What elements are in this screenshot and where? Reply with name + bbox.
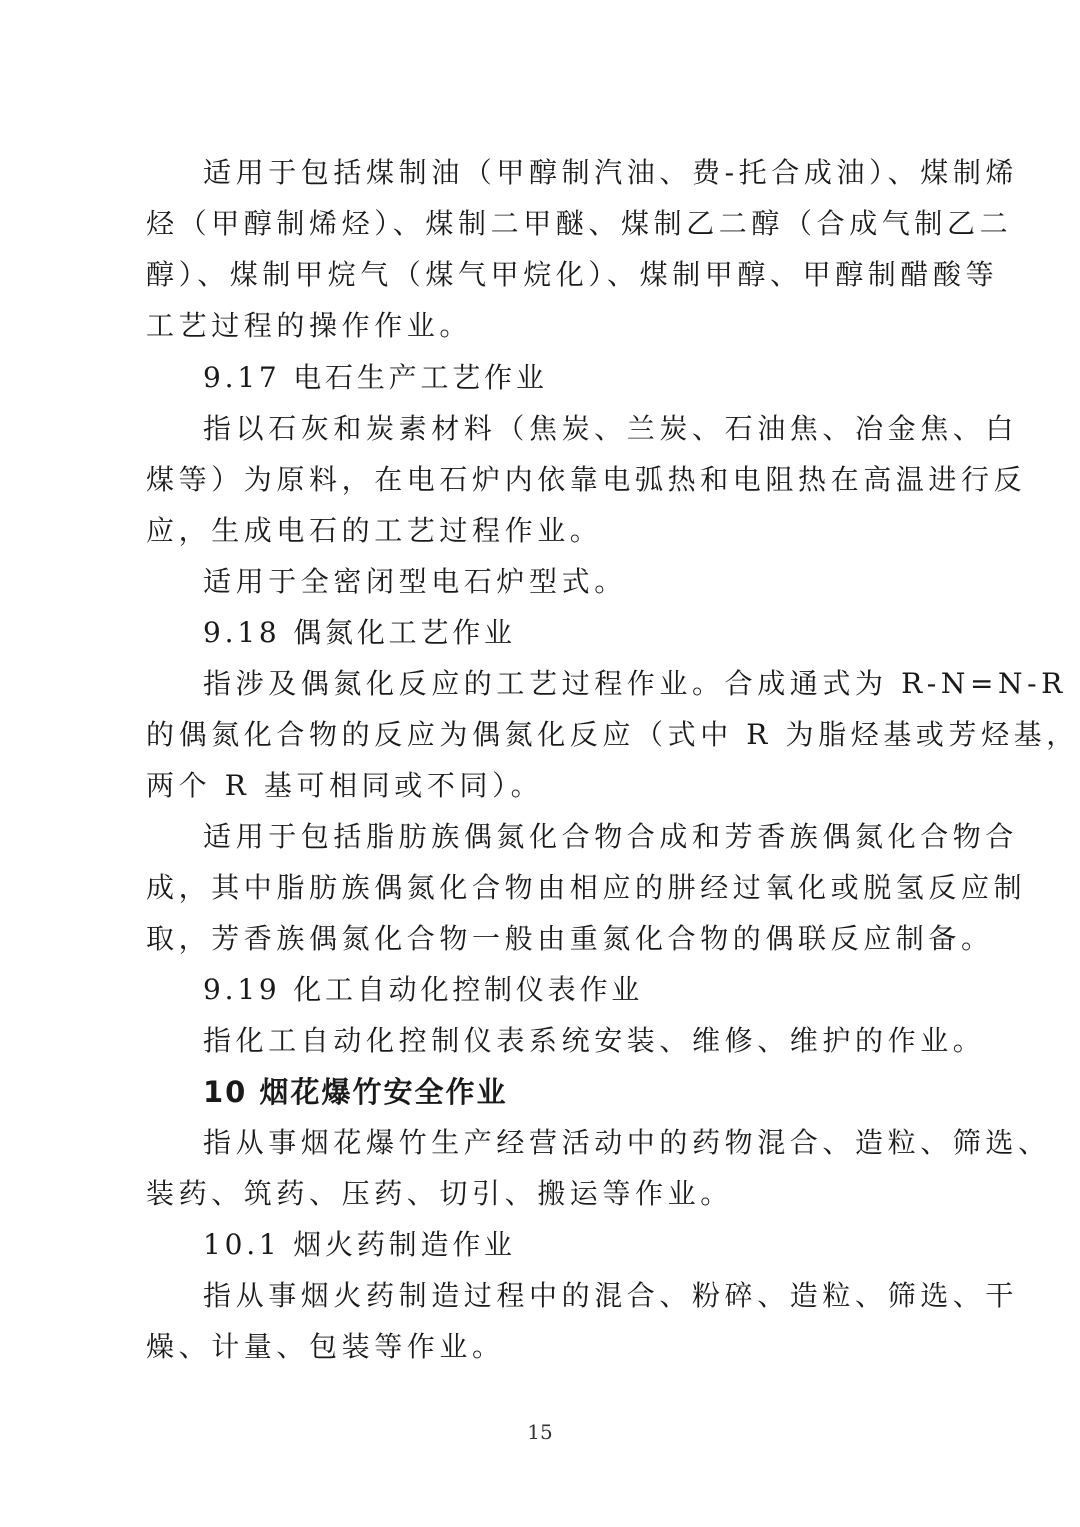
page-number: 15 [527, 1420, 553, 1444]
section-heading: 9.18 偶氮化工艺作业 [203, 616, 516, 649]
section-heading: 9.17 电石生产工艺作业 [203, 361, 548, 394]
paragraph-line: 成，其中脂肪族偶氮化合物由相应的肼经过氧化或脱氢反应制 [146, 871, 1027, 904]
paragraph-line: 醇）、煤制甲烷气（煤气甲烷化）、煤制甲醇、甲醇制醋酸等 [146, 258, 999, 291]
paragraph-line: 指从事烟火药制造过程中的混合、粉碎、造粒、筛选、干 [203, 1279, 1019, 1312]
paragraph-line: 指涉及偶氮化反应的工艺过程作业。合成通式为 R-N=N-R [203, 667, 1067, 700]
section-heading: 10.1 烟火药制造作业 [203, 1228, 516, 1261]
section-heading: 9.19 化工自动化控制仪表作业 [203, 973, 644, 1006]
paragraph-line: 指化工自动化控制仪表系统安装、维修、维护的作业。 [203, 1024, 986, 1057]
paragraph-line: 烃（甲醇制烯烃）、煤制二甲醚、煤制乙二醇（合成气制乙二 [146, 207, 1013, 240]
paragraph-line: 燥、计量、包装等作业。 [146, 1330, 505, 1363]
paragraph-line: 取，芳香族偶氮化合物一般由重氮化合物的偶联反应制备。 [146, 922, 994, 955]
paragraph-line: 煤等）为原料，在电石炉内依靠电弧热和电阻热在高温进行反 [146, 463, 1027, 496]
paragraph-line: 装药、筑药、压药、切引、搬运等作业。 [146, 1177, 733, 1210]
paragraph-line: 工艺过程的操作作业。 [146, 309, 473, 342]
paragraph-line: 指从事烟花爆竹生产经营活动中的药物混合、造粒、筛选、 [203, 1126, 1051, 1159]
paragraph-line: 适用于全密闭型电石炉型式。 [203, 565, 627, 598]
paragraph-line: 应，生成电石的工艺过程作业。 [146, 514, 603, 547]
chapter-heading: 10 烟花爆竹安全作业 [203, 1075, 508, 1109]
paragraph-line: 指以石灰和炭素材料（焦炭、兰炭、石油焦、冶金焦、白 [203, 412, 1019, 445]
paragraph-line: 两个 R 基可相同或不同）。 [146, 769, 544, 802]
paragraph-line: 适用于包括煤制油（甲醇制汽油、费-托合成油）、煤制烯 [203, 156, 1019, 189]
paragraph-line: 适用于包括脂肪族偶氮化合物合成和芳香族偶氮化合物合 [203, 820, 1019, 853]
paragraph-line: 的偶氮化合物的反应为偶氮化反应（式中 R 为脂烃基或芳烃基， [146, 718, 1079, 751]
